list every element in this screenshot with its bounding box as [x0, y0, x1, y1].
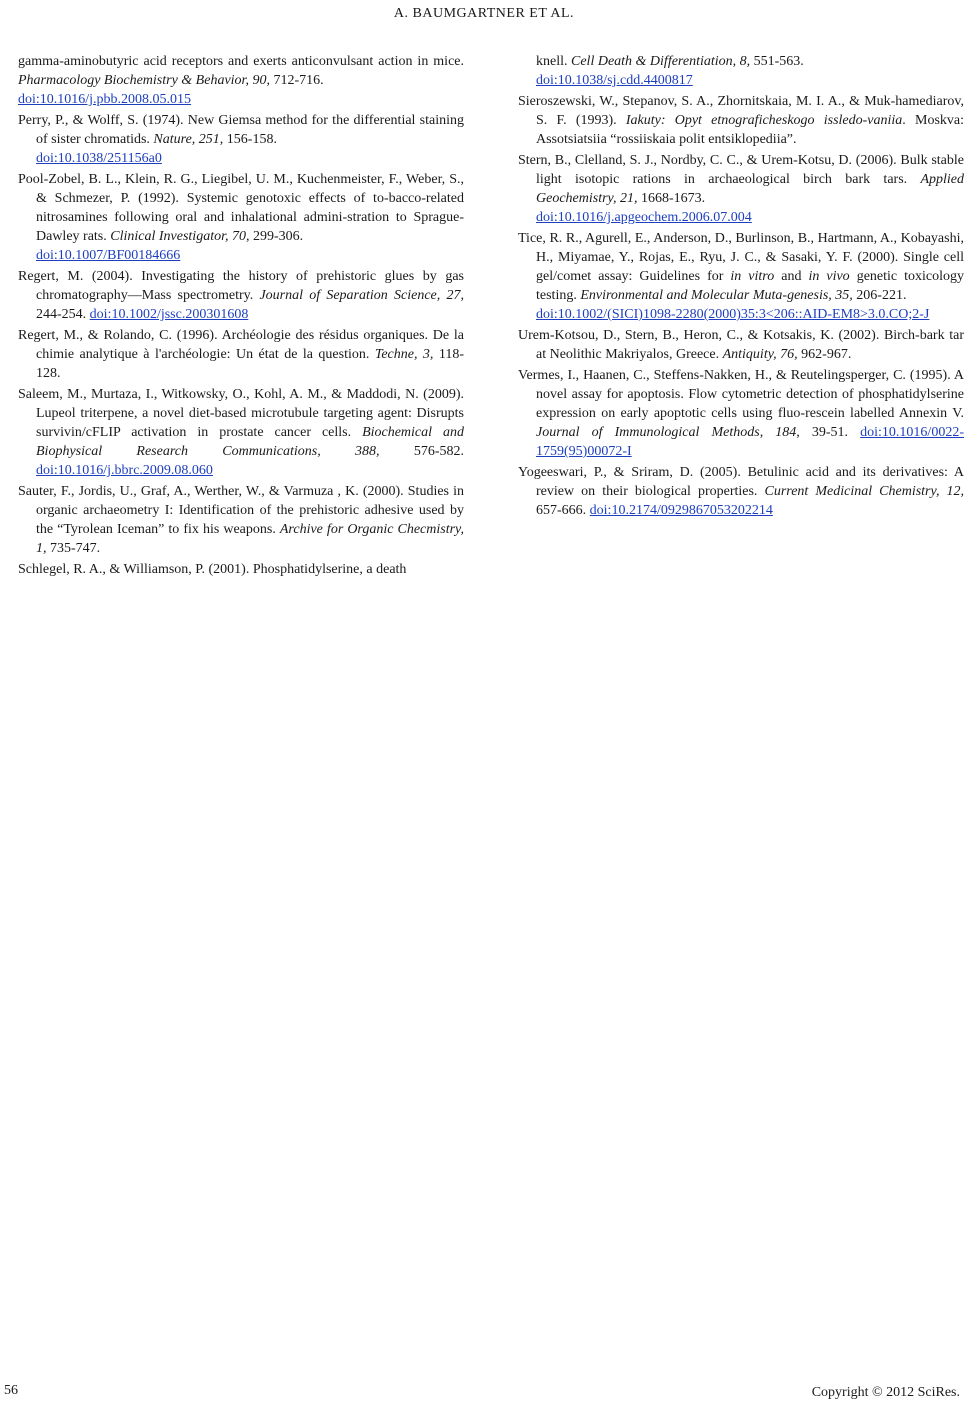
page-number: 56: [4, 1383, 18, 1398]
reference-entry: knell. Cell Death & Differentiation, 8, 551-563. doi:10.1038/sj.cdd.4400817: [536, 54, 804, 88]
reference-entry: Regert, M. (2004). Investigating the history of prehistoric glues by gas chromatography—Mass spectrometry. Journal of Separation Science, 27, 244-254. doi:10.1002/jssc.200301608: [18, 269, 464, 322]
reference-entry: Vermes, I., Haanen, C., Steffens-Nakken, H., & Reutelingsperger, C. (1995). A novel assay for apoptosis. Flow cytometric detection of phosphatidylserine expression on early apoptotic cells using fluo-rescein labelled Annexin V. Journal of Immunological Methods, 184, 39-51. doi:10.1016/0022-1759(95)00072-I: [518, 368, 964, 459]
doi-link[interactable]: doi:10.1016/0022-1759(95)00072-I: [536, 425, 964, 459]
reference-entry: Schlegel, R. A., & Williamson, P. (2001). Phosphatidylserine, a death: [18, 562, 407, 577]
doi-link[interactable]: doi:10.1002/(SICI)1098-2280(2000)35:3<206::AID-EM8>3.0.CO;2-J: [536, 307, 930, 322]
doi-link[interactable]: doi:10.1038/sj.cdd.4400817: [536, 73, 693, 88]
reference-entry: Tice, R. R., Agurell, E., Anderson, D., Burlinson, B., Hartmann, A., Kobayashi, H., Miyamae, Y., Rojas, E., Ryu, J. C., & Sasaki, Y. F. (2000). Single cell gel/comet assay: Guidelines for in vitro and in vivo genetic toxicology testing. Environmental and Molecular Muta-genesis, 35, 206-221. doi:10.1002/(SICI)1098-2280(2000)35:3<206::AID-EM8>3.0.CO;2-J: [518, 231, 964, 322]
reference-entry: Sieroszewski, W., Stepanov, S. A., Zhornitskaia, M. I. A., & Muk-hamediarov, S. F. (1993). Iakuty: Opyt etnograficheskogo issledo-vaniia. Moskva: Assotsiatsiia “rossiiskaia polit entsiklopediia”.: [518, 94, 964, 147]
reference-entry: Stern, B., Clelland, S. J., Nordby, C. C., & Urem-Kotsu, D. (2006). Bulk stable light isotopic rations in archaeological birch bark tars. Applied Geochemistry, 21, 1668-1673. doi:10.1016/j.apgeochem.2006.07.004: [518, 153, 964, 225]
reference-entry: Regert, M., & Rolando, C. (1996). Archéologie des résidus organiques. De la chimie analytique à l'archéologie: Un état de la question. Techne, 3, 118-128.: [18, 328, 464, 381]
running-head: A. BAUMGARTNER ET AL.: [393, 6, 575, 21]
doi-link[interactable]: doi:10.1038/251156a0: [36, 151, 162, 166]
reference-entry: Pool-Zobel, B. L., Klein, R. G., Liegibel, U. M., Kuchenmeister, F., Weber, S., & Schmezer, P. (1992). Systemic genotoxic effects of to-bacco-related nitrosamines following oral and inhalational admini-stration to Sprague-Dawley rats. Clinical Investigator, 70, 299-306. doi:10.1007/BF00184666: [18, 172, 464, 263]
reference-entry: gamma-aminobutyric acid receptors and exerts anticonvulsant action in mice. Pharmacology Biochemistry & Behavior, 90, 712-716. doi:10.1016/j.pbb.2008.05.015: [18, 54, 464, 107]
doi-link[interactable]: doi:10.1016/j.bbrc.2009.08.060: [36, 463, 213, 478]
doi-link[interactable]: doi:10.2174/0929867053202214: [589, 503, 773, 518]
doi-link[interactable]: doi:10.1016/j.apgeochem.2006.07.004: [536, 210, 752, 225]
doi-link[interactable]: doi:10.1016/j.pbb.2008.05.015: [18, 92, 192, 107]
doi-link[interactable]: doi:10.1002/jssc.200301608: [89, 307, 249, 322]
references-right-column: [518, 52, 964, 522]
reference-entry: Urem-Kotsou, D., Stern, B., Heron, C., & Kotsakis, K. (2002). Birch-bark tar at Neolithic Makriyalos, Greece. Antiquity, 76, 962-967.: [518, 328, 964, 362]
reference-entry: Sauter, F., Jordis, U., Graf, A., Werther, W., & Varmuza , K. (2000). Studies in organic archaeometry I: Identification of the prehistoric adhesive used by the “Tyrolean Iceman” to fix his weapons. Archive for Organic Checmistry, 1, 735-747.: [18, 484, 464, 556]
doi-link[interactable]: doi:10.1007/BF00184666: [36, 248, 181, 263]
reference-entry: Saleem, M., Murtaza, I., Witkowsky, O., Kohl, A. M., & Maddodi, N. (2009). Lupeol triterpene, a novel diet-based microtubule targeting agent: Disrupts survivin/cFLIP activation in prostate cancer cells. Biochemical and Biophysical Research Communications, 388, 576-582. doi:10.1016/j.bbrc.2009.08.060: [18, 387, 464, 478]
copyright-notice: Copyright © 2012 SciRes.: [811, 1385, 960, 1400]
references-left-column: [18, 52, 464, 581]
reference-entry: Perry, P., & Wolff, S. (1974). New Giemsa method for the differential staining of sister chromatids. Nature, 251, 156-158. doi:10.1038/251156a0: [18, 113, 464, 166]
reference-entry: Yogeeswari, P., & Sriram, D. (2005). Betulinic acid and its derivatives: A review on their biological properties. Current Medicinal Chemistry, 12, 657-666. doi:10.2174/0929867053202214: [518, 465, 964, 518]
